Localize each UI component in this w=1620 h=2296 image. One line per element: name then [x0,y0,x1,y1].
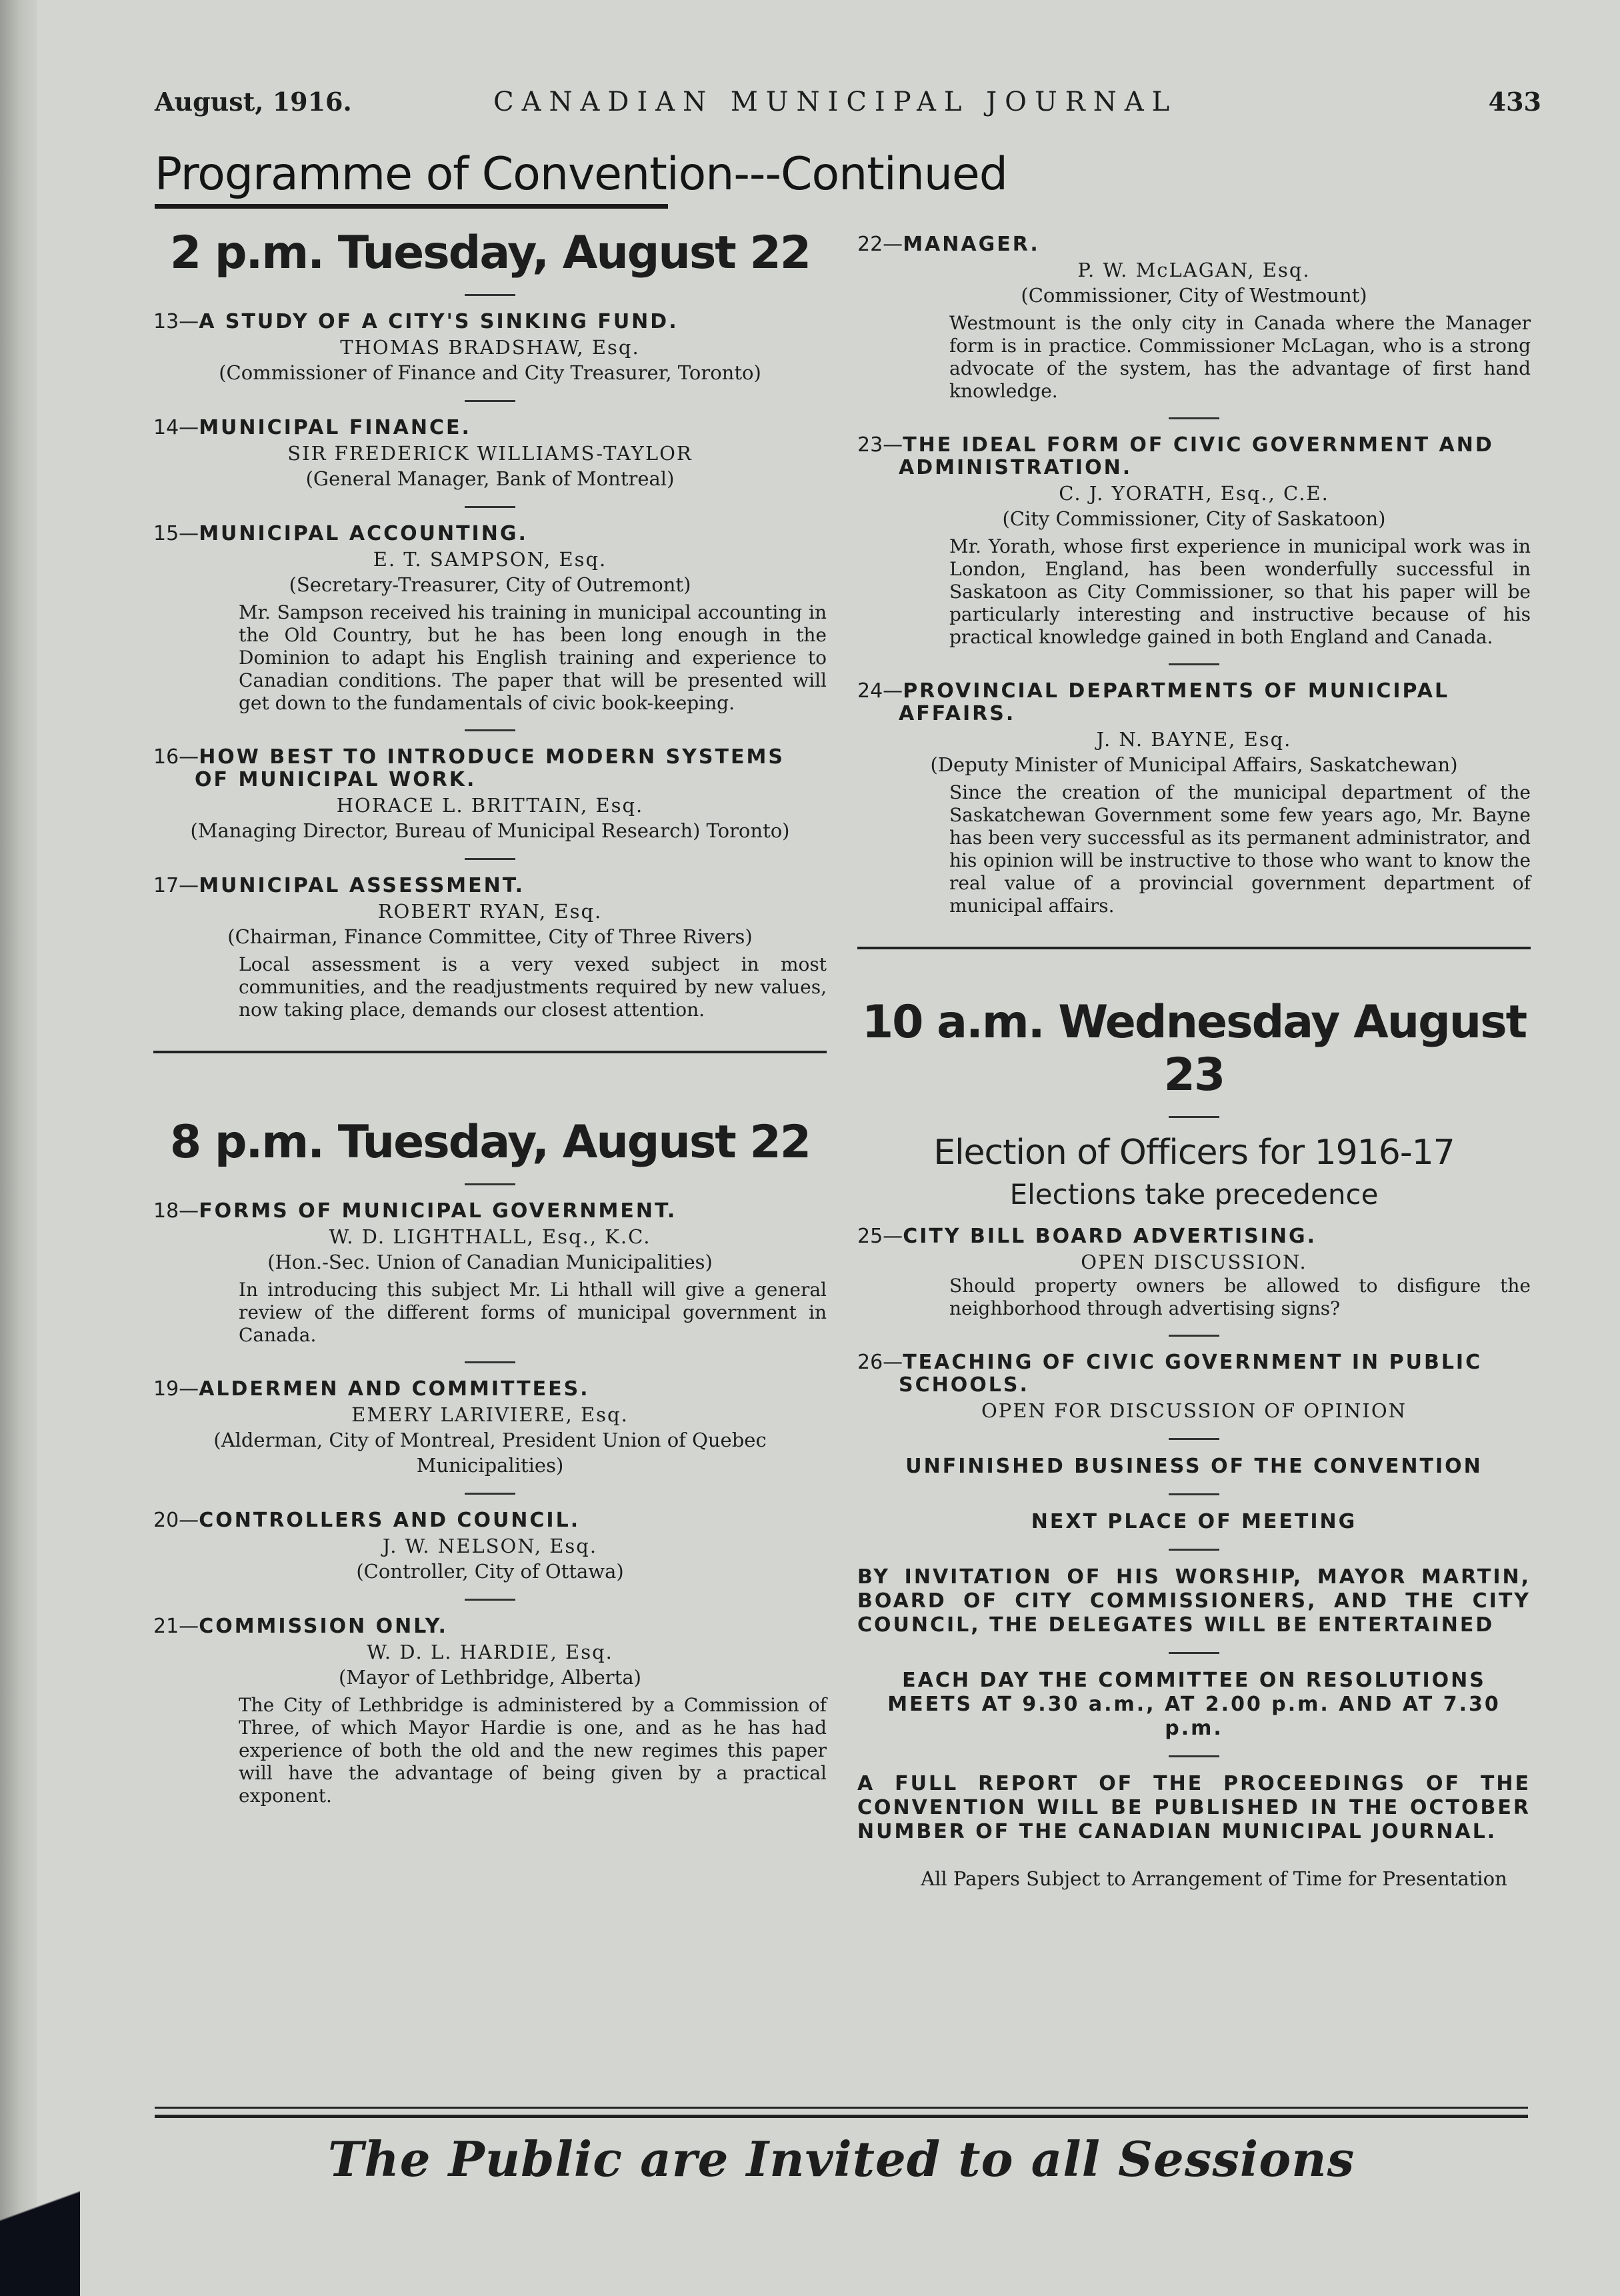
item-heading: 20—CONTROLLERS AND COUNCIL. [153,1509,581,1532]
item-description: Should property owners be allowed to disfigure the neighborhood through advertising signs? [949,1275,1531,1319]
item-description: Mr. Sampson received his training in municipal accounting in the Old Country, but he has been long enough in the Dominion to adapt his English training and experience to Canadian conditions. The paper that will be presented will get down to the fundamentals of civic book-keeping. [239,601,827,714]
speaker-name: E. T. SAMPSON, Esq. [373,548,607,571]
programme-item [857,233,1531,403]
speaker-role: (General Manager, Bank of Montreal) [305,467,675,490]
report-notice: A FULL REPORT OF THE PROCEEDINGS OF THE CONVENTION WILL BE PUBLISHED IN THE OCTOBER NUMBER OF THE CANADIAN MUNICIPAL JOURNAL. [857,1772,1531,1843]
programme-item [153,1200,827,1347]
programme-item [153,1378,827,1478]
page-corner-shadow [0,2133,80,2296]
item-description: Local assessment is a very vexed subject in most communities, and the readjustments required by new values, now taking place, demands our closest attention. [239,953,827,1021]
speaker-role: (City Commissioner, City of Saskatoon) [1002,507,1386,530]
item-heading: 14—MUNICIPAL FINANCE. [153,416,471,439]
divider [465,729,515,731]
item-description: The City of Lethbridge is administered by a Commission of Three, of which Mayor Hardie is one, and as he has had experience of both the old and the new regimes this paper will have the advantage of being given by a practical exponent. [239,1694,827,1807]
speaker-role: (Deputy Minister of Municipal Affairs, Saskatchewan) [930,753,1458,776]
discussion-note: OPEN DISCUSSION. [1081,1251,1307,1273]
discussion-note: OPEN FOR DISCUSSION OF OPINION [981,1399,1407,1422]
programme-item [857,434,1531,649]
item-heading: 21—COMMISSION ONLY. [153,1615,448,1638]
item-heading: 19—ALDERMEN AND COMMITTEES. [153,1377,590,1401]
header-journal-title: CANADIAN MUNICIPAL JOURNAL [493,87,1178,117]
programme-item [153,523,827,715]
page-title: Programme of Convention---Continued [155,148,1007,201]
page-number: 433 [1488,87,1541,117]
divider [465,294,515,296]
item-heading: 16—HOW BEST TO INTRODUCE MODERN SYSTEMS OF MUNICIPAL WORK. [153,745,785,791]
item-heading: 17—MUNICIPAL ASSESSMENT. [153,874,525,897]
unfinished-business: UNFINISHED BUSINESS OF THE CONVENTION [905,1455,1483,1478]
item-heading: 22—MANAGER. [857,233,1040,256]
papers-footnote: All Papers Subject to Arrangement of Time for Presentation [921,1867,1507,1890]
speaker-role: (Commissioner of Finance and City Treasurer, Toronto) [219,361,761,384]
item-description: Mr. Yorath, whose first experience in municipal work was in London, England, has been wonderfully successful in Saskatoon as City Commissioner, so that his paper will be particularly interesting and instructive because of his practical knowledge gained in both England and Canada. [949,535,1531,648]
item-heading: 23—THE IDEAL FORM OF CIVIC GOVERNMENT AND ADMINISTRATION. [857,433,1494,479]
item-heading: 15—MUNICIPAL ACCOUNTING. [153,522,528,545]
speaker-role: (Chairman, Finance Committee, City of Three Rivers) [227,925,753,948]
header-date: August, 1916. [155,87,352,117]
section-rule [857,947,1531,949]
divider [1169,417,1219,419]
election-subtitle: Elections take precedence [1009,1178,1379,1211]
item-heading: 24—PROVINCIAL DEPARTMENTS OF MUNICIPAL AFFAIRS. [857,679,1450,725]
divider [1169,1652,1219,1654]
divider [1169,663,1219,665]
divider [1169,1438,1219,1440]
session-heading: 10 a.m. Wednesday August 23 [861,996,1527,1101]
speaker-role: (Secretary-Treasurer, City of Outremont) [289,573,691,596]
title-underline [155,204,668,209]
speaker-name: SIR FREDERICK WILLIAMS-TAYLOR [287,442,693,465]
item-description: In introducing this subject Mr. Li hthall will give a general review of the different forms of municipal government in Canada. [239,1279,827,1346]
divider [465,1599,515,1601]
committee-notice: EACH DAY THE COMMITTEE ON RESOLUTIONS MEETS AT 9.30 a.m., AT 2.00 p.m. AND AT 7.30 p.m. [887,1669,1501,1740]
divider [1169,1116,1219,1118]
programme-item [153,1615,827,1807]
session-heading: 2 p.m. Tuesday, August 22 [169,227,811,279]
divider [1169,1755,1219,1757]
right-column [857,233,1531,1891]
public-invitation: The Public are Invited to all Sessions [327,2131,1355,2187]
item-heading: 13—A STUDY OF A CITY'S SINKING FUND. [153,310,679,333]
divider [465,400,515,402]
divider [465,1493,515,1495]
divider [1169,1549,1219,1551]
divider [465,1183,515,1185]
programme-item [857,680,1531,917]
speaker-role: (Managing Director, Bureau of Municipal Research) Toronto) [190,819,790,842]
speaker-name: J. N. BAYNE, Esq. [1096,728,1292,751]
session-heading: 8 p.m. Tuesday, August 22 [169,1116,811,1169]
programme-item [153,875,827,1021]
programme-item [153,1509,827,1584]
divider [465,1361,515,1363]
running-header [155,87,1541,127]
page-gutter [0,0,37,2296]
election-title: Election of Officers for 1916-17 [933,1133,1455,1173]
programme-item [153,311,827,385]
speaker-role: (Commissioner, City of Westmount) [1021,284,1367,307]
speaker-name: HORACE L. BRITTAIN, Esq. [336,794,644,817]
footer-rule [155,2107,1528,2109]
left-column [153,227,827,1807]
item-heading: 25—CITY BILL BOARD ADVERTISING. [857,1225,1317,1248]
speaker-name: P. W. McLAGAN, Esq. [1077,259,1311,281]
speaker-name: ROBERT RYAN, Esq. [377,900,603,923]
item-description: Westmount is the only city in Canada where the Manager form is in practice. Commissioner McLagan, who is a strong advocate of the system, has the advantage of first hand knowledge. [949,312,1531,402]
speaker-name: J. W. NELSON, Esq. [382,1535,598,1557]
speaker-name: EMERY LARIVIERE, Esq. [351,1403,629,1426]
speaker-name: W. D. LIGHTHALL, Esq., K.C. [329,1225,651,1248]
divider [1169,1335,1219,1337]
speaker-role: (Alderman, City of Montreal, President Union of Quebec Municipalities) [213,1429,767,1477]
divider [465,506,515,508]
speaker-name: C. J. YORATH, Esq., C.E. [1059,482,1329,505]
speaker-role: (Mayor of Lethbridge, Alberta) [339,1666,641,1689]
speaker-role: (Hon.-Sec. Union of Canadian Municipalities) [267,1251,713,1273]
item-heading: 26—TEACHING OF CIVIC GOVERNMENT IN PUBLIC SCHOOLS. [857,1351,1483,1397]
item-description: Since the creation of the municipal department of the Saskatchewan Government some few years ago, Mr. Bayne has been very successful as its permanent administrator, and his opinion will be instructive to those who want to know the real value of a provincial government department of municipal affairs. [949,781,1531,917]
programme-item [857,1225,1531,1320]
programme-item [153,417,827,491]
programme-item [857,1351,1531,1423]
footer-rule [155,2115,1528,2118]
speaker-name: W. D. L. HARDIE, Esq. [367,1641,613,1663]
invitation-notice: BY INVITATION OF HIS WORSHIP, MAYOR MARTIN, BOARD OF CITY COMMISSIONERS, AND THE CITY COUNCIL, THE DELEGATES WILL BE ENTERTAINED [857,1565,1531,1637]
speaker-name: THOMAS BRADSHAW, Esq. [340,336,640,359]
section-rule [153,1051,827,1053]
speaker-role: (Controller, City of Ottawa) [356,1560,624,1583]
divider [465,858,515,860]
divider [1169,1493,1219,1495]
next-place-of-meeting: NEXT PLACE OF MEETING [1031,1510,1357,1533]
item-heading: 18—FORMS OF MUNICIPAL GOVERNMENT. [153,1199,677,1223]
programme-item [153,746,827,843]
